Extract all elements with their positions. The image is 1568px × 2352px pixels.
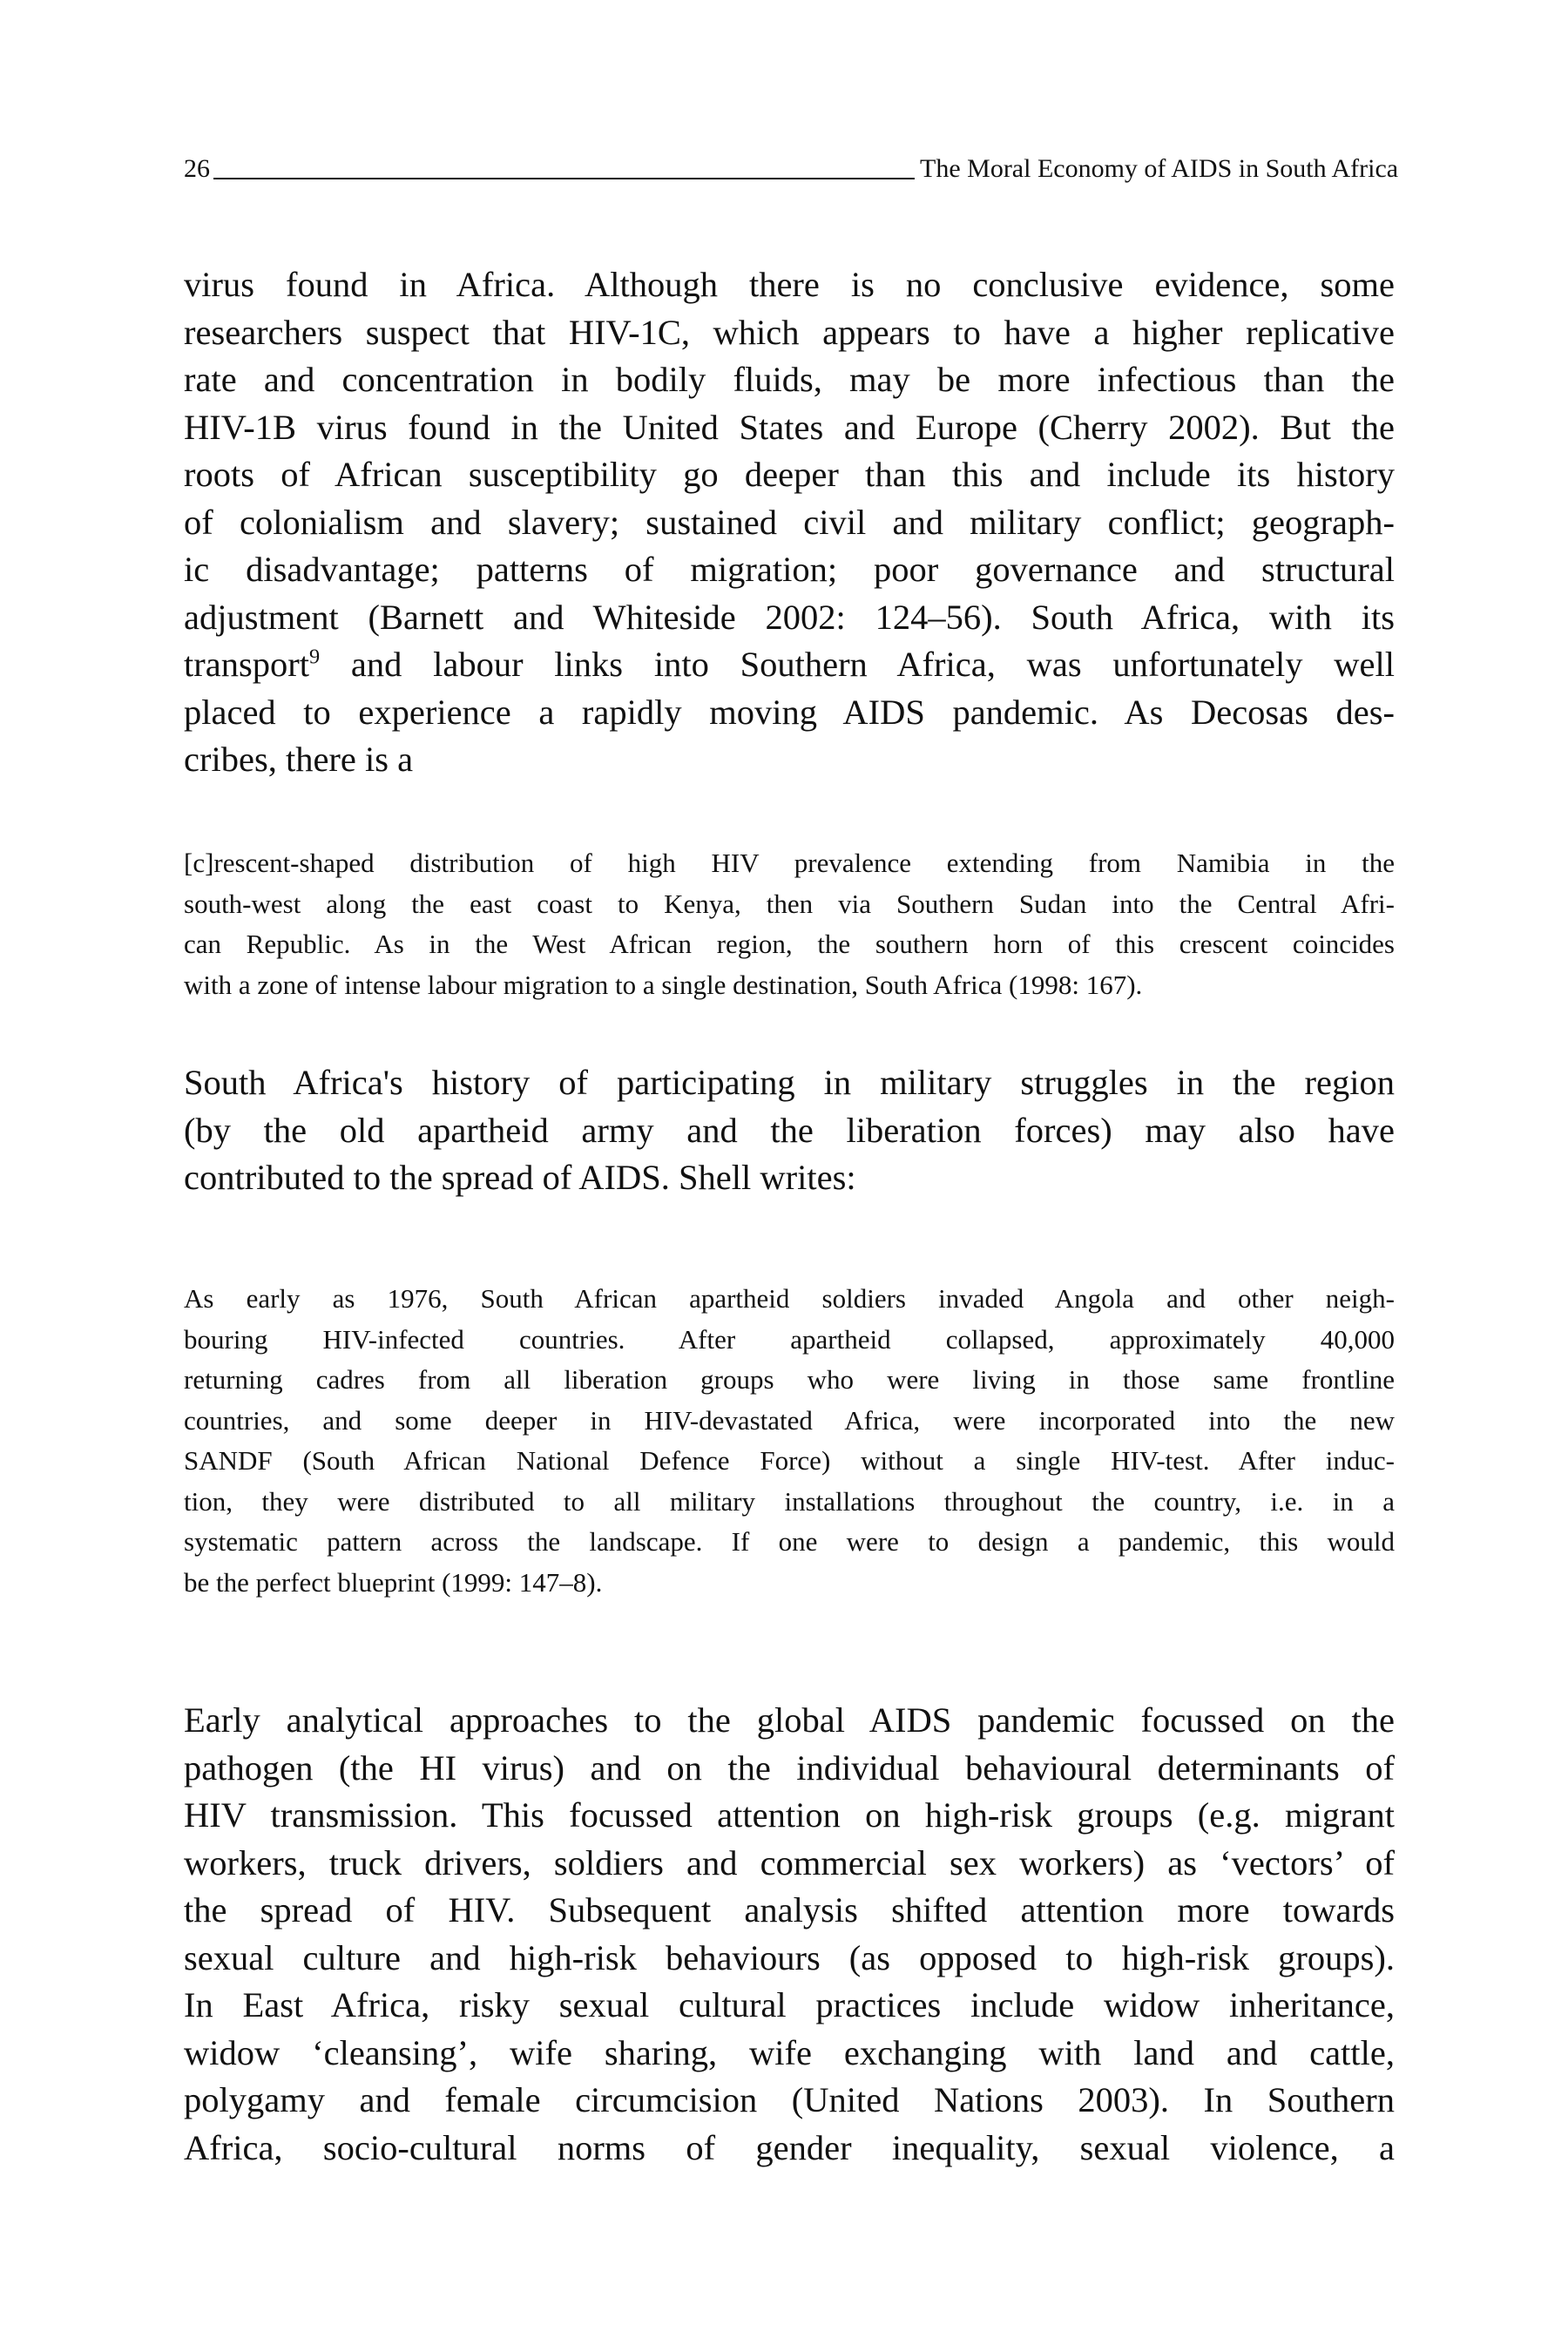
running-title: The Moral Economy of AIDS in South Africa [920, 154, 1399, 183]
body-paragraph-2 [184, 1059, 1395, 1202]
text-line: adjustment (Barnett and Whiteside 2002: 124–56). South Africa, with its [184, 597, 1395, 637]
text-line: the spread of HIV. Subsequent analysis shifted attention more towards [184, 1890, 1395, 1930]
text-line: In East Africa, risky sexual cultural practices include widow inheritance, [184, 1985, 1395, 2024]
text-line: rate and concentration in bodily fluids, may be more infectious than the [184, 360, 1395, 399]
text-fragment: and labour links into Southern Africa, was unfortunately well [350, 645, 1395, 684]
body-paragraph-3 [184, 1697, 1395, 2172]
text-line: pathogen (the HI virus) and on the individual behavioural determinants of [184, 1747, 1395, 1788]
text-line: of colonialism and slavery; sustained civil and military conflict; geograph- [184, 502, 1395, 542]
text-line: researchers suspect that HIV-1C, which appears to have a higher replicative [184, 312, 1395, 352]
text-line: (by the old apartheid army and the liberation forces) may also have [184, 1110, 1395, 1150]
text-line: South Africa's history of participating in military struggles in the region [184, 1063, 1395, 1102]
quote-line: [c]rescent-shaped distribution of high HIV prevalence extending from Namibia in the [184, 848, 1395, 878]
text-fragment: transport [184, 645, 309, 684]
text-line: HIV transmission. This focussed attention on high-risk groups (e.g. migrant [184, 1795, 1395, 1835]
header-rule [213, 177, 915, 179]
quote-line: As early as 1976, South African apartheid soldiers invaded Angola and other neigh- [184, 1283, 1395, 1314]
text-line: ic disadvantage; patterns of migration; poor governance and structural [184, 550, 1395, 589]
footnote-marker[interactable]: 9 [308, 645, 321, 669]
quote-line: be the perfect blueprint (1999: 147–8). [184, 1566, 603, 1598]
block-quote-decosas [184, 843, 1395, 1005]
text-line: Africa, socio-cultural norms of gender inequality, sexual violence, a [184, 2127, 1395, 2167]
block-quote-shell [184, 1279, 1395, 1603]
quote-line: countries, and some deeper in HIV-devastated Africa, were incorporated into the new [184, 1404, 1395, 1436]
quote-line: bouring HIV-infected countries. After apartheid collapsed, approximately 40,000 [184, 1323, 1395, 1355]
running-header [184, 146, 1399, 185]
quote-line: can Republic. As in the West African region, the southern horn of this crescent coincides [184, 929, 1395, 959]
quote-line: systematic pattern across the landscape. If one were to design a pandemic, this would [184, 1526, 1395, 1557]
text-line: virus found in Africa. Although there is no conclusive evidence, some [184, 265, 1395, 304]
text-line: Early analytical approaches to the global AIDS pandemic focussed on the [184, 1700, 1395, 1740]
text-line: contributed to the spread of AIDS. Shell writes: [184, 1158, 856, 1197]
text-line: sexual culture and high-risk behaviours (as opposed to high-risk groups). [184, 1937, 1395, 1977]
text-line: widow ‘cleansing’, wife sharing, wife exchanging with land and cattle, [184, 2032, 1395, 2072]
body-paragraph-1 [184, 261, 1395, 784]
quote-line: tion, they were distributed to all military installations throughout the country, i.e. in a [184, 1485, 1395, 1517]
quote-line: with a zone of intense labour migration to a single destination, South Africa (1998: 167). [184, 969, 1143, 1000]
text-line: HIV-1B virus found in the United States and Europe (Cherry 2002). But the [184, 407, 1395, 447]
page-number: 26 [184, 154, 210, 183]
quote-line: SANDF (South African National Defence Force) without a single HIV-test. After induc- [184, 1445, 1395, 1476]
text-line: cribes, there is a [184, 740, 414, 779]
text-line: placed to experience a rapidly moving AIDS pandemic. As Decosas des- [184, 692, 1395, 732]
text-line [184, 641, 1395, 689]
text-line: workers, truck drivers, soldiers and commercial sex workers) as ‘vectors’ of [184, 1842, 1395, 1882]
quote-line: returning cadres from all liberation groups who were living in those same frontline [184, 1364, 1395, 1395]
text-line: roots of African susceptibility go deeper than this and include its history [184, 455, 1395, 494]
quote-line: south-west along the east coast to Kenya, then via Southern Sudan into the Central Afri- [184, 888, 1395, 919]
text-line: polygamy and female circumcision (United Nations 2003). In Southern [184, 2080, 1395, 2119]
